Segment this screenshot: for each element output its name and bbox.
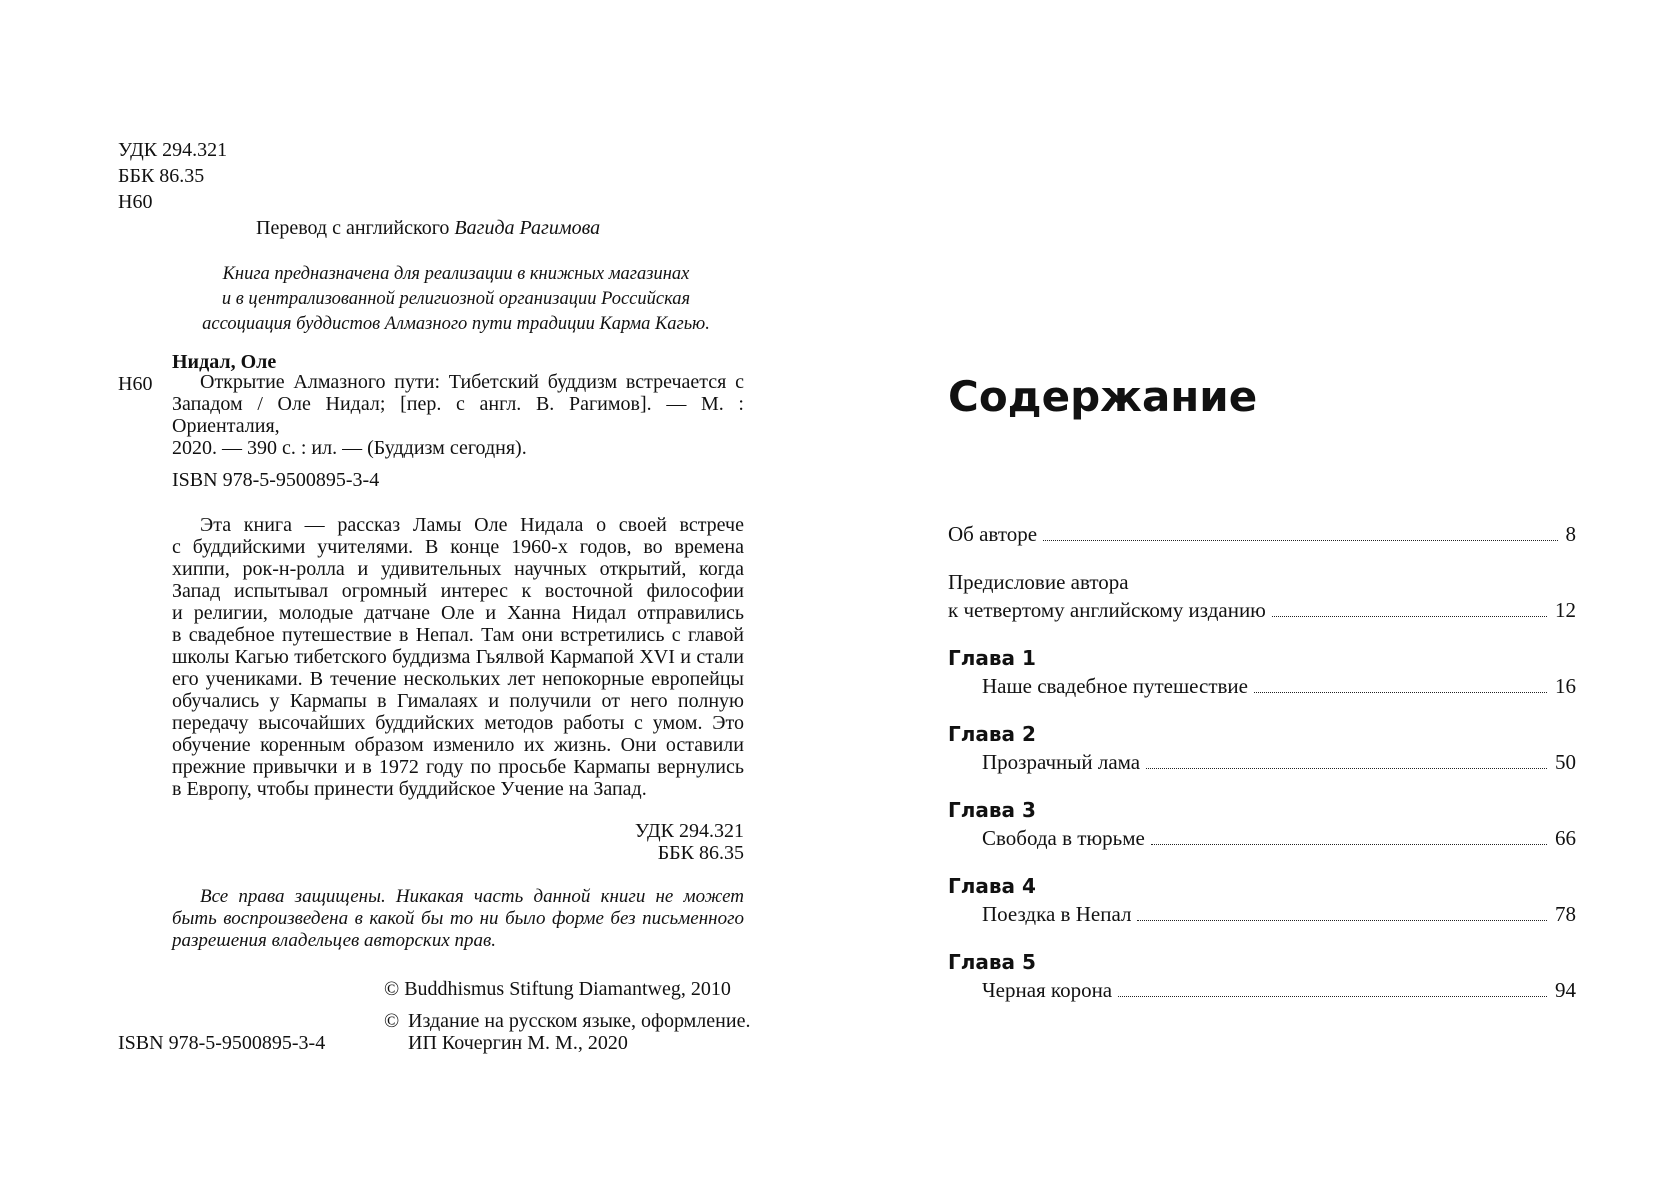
toc-chapter-heading: Глава 5 <box>948 950 1036 974</box>
annotation-line: передачу высочайших буддийских методов работы с умом. Это <box>172 712 744 734</box>
author-heading: Нидал, Оле <box>172 351 277 373</box>
translation-credit <box>256 215 600 241</box>
isbn-mid: ISBN 978-5-9500895-3-4 <box>172 469 380 491</box>
udk-code-bottom: УДК 294.321 <box>634 820 744 842</box>
bibliographic-record <box>172 371 744 459</box>
toc-entry-label: к четвертому английскому изданию <box>948 598 1266 622</box>
toc-page-number: 50 <box>1555 750 1576 774</box>
copyright-symbol: © <box>384 1010 400 1032</box>
toc-entry-chapter-1[interactable] <box>982 671 1576 699</box>
toc-entry-label: Об авторе <box>948 522 1038 546</box>
distribution-note-line: Книга предназначена для реализации в книжных магазинах <box>222 264 690 284</box>
toc-entry-about-author[interactable] <box>948 519 1576 547</box>
annotation-line: в Европу, чтобы принести буддийское Учение на Запад. <box>172 778 647 800</box>
annotation-line: его учениками. В течение нескольких лет непокорные европейцы <box>172 668 744 690</box>
distribution-note-line: ассоциация буддистов Алмазного пути традиции Карма Кагью. <box>202 314 710 334</box>
toc-leader-dots <box>1151 844 1547 845</box>
toc-page-number: 8 <box>1565 522 1576 546</box>
toc-page-number: 94 <box>1555 978 1576 1002</box>
rights-notice <box>172 886 744 952</box>
isbn-bottom: ISBN 978-5-9500895-3-4 <box>118 1032 326 1054</box>
toc-entry-label: Поездка в Непал <box>982 902 1132 926</box>
toc-leader-dots <box>1118 996 1547 997</box>
toc-entry-preface[interactable] <box>948 595 1576 623</box>
author-sign: Н60 <box>118 191 153 213</box>
distribution-note-line: и в централизованной религиозной организации Российская <box>221 289 691 309</box>
contents-title: Содержание <box>948 372 1258 421</box>
toc-chapter-heading: Глава 4 <box>948 874 1036 898</box>
copyright-publisher: ИП Кочергин М. М., 2020 <box>408 1032 628 1054</box>
bib-line: Открытие Алмазного пути: Тибетский буддизм встречается с <box>200 371 744 393</box>
bbk-code-bottom: ББК 86.35 <box>657 842 744 864</box>
toc-preface-line1: Предисловие автора <box>948 570 1129 594</box>
toc-page-number: 16 <box>1555 674 1576 698</box>
rights-line: Все права защищены. Никакая часть данной книги не может <box>200 886 744 907</box>
annotation-line: в свадебное путешествие в Непал. Там они встретились с главой <box>172 624 744 646</box>
toc-leader-dots <box>1137 920 1547 921</box>
bib-line: 2020. — 390 с. : ил. — (Буддизм сегодня). <box>172 437 527 459</box>
annotation-line: и религии, молодые датчане Оле и Ханна Нидал отправились <box>172 602 744 624</box>
annotation-line: школы Кагью тибетского буддизма Гьялвой Кармапой XVI и стали <box>172 646 744 668</box>
toc-leader-dots <box>1146 768 1547 769</box>
toc-entry-chapter-4[interactable] <box>982 899 1576 927</box>
toc-chapter-heading: Глава 1 <box>948 646 1036 670</box>
annotation-line: обучение коренным образом изменило их жизнь. Они оставили <box>172 734 744 756</box>
distribution-note <box>172 262 740 337</box>
toc-entry-chapter-2[interactable] <box>982 747 1576 775</box>
toc-entry-label: Наше свадебное путешествие <box>982 674 1248 698</box>
toc-entry-chapter-3[interactable] <box>982 823 1576 851</box>
copyright-russian-edition: Издание на русском языке, оформление. <box>408 1010 751 1032</box>
toc-entry-label: Свобода в тюрьме <box>982 826 1145 850</box>
bbk-code: ББК 86.35 <box>118 165 205 187</box>
annotation-line: прежние привычки и в 1972 году по просьбе Кармапы вернулись <box>172 756 744 778</box>
udk-code: УДК 294.321 <box>118 139 228 161</box>
rights-line: разрешения владельцев авторских прав. <box>172 930 497 951</box>
annotation-line: обучались у Кармапы в Гималаях и получили от него полную <box>172 690 744 712</box>
toc-leader-dots <box>1043 540 1557 541</box>
annotation <box>172 514 744 800</box>
annotation-line: Эта книга — рассказ Ламы Оле Нидала о своей встрече <box>200 514 744 536</box>
translation-prefix: Перевод с английского <box>256 217 455 239</box>
toc-entry-label: Прозрачный лама <box>982 750 1141 774</box>
toc-chapter-heading: Глава 2 <box>948 722 1036 746</box>
translator-name: Вагида Рагимова <box>454 217 601 239</box>
copyright-original: © Buddhismus Stiftung Diamantweg, 2010 <box>384 978 731 1000</box>
toc-page-number: 66 <box>1555 826 1576 850</box>
toc-leader-dots <box>1254 692 1547 693</box>
bib-line: Западом / Оле Нидал; [пер. с англ. В. Рагимов]. — М. : Ориенталия, <box>172 393 744 437</box>
author-sign-inline: Н60 <box>118 373 153 395</box>
toc-chapter-heading: Глава 3 <box>948 798 1036 822</box>
annotation-line: с буддийскими учителями. В конце 1960-х годов, во времена <box>172 536 744 558</box>
toc-page-number: 12 <box>1555 598 1576 622</box>
annotation-line: Запад испытывал огромный интерес к восточной философии <box>172 580 744 602</box>
toc-leader-dots <box>1272 616 1547 617</box>
toc-entry-chapter-5[interactable] <box>982 975 1576 1003</box>
toc-entry-label: Черная корона <box>982 978 1113 1002</box>
rights-line: быть воспроизведена в какой бы то ни было форме без письменного <box>172 908 744 929</box>
toc-page-number: 78 <box>1555 902 1576 926</box>
annotation-line: хиппи, рок-н-ролла и удивительных научных открытий, когда <box>172 558 744 580</box>
